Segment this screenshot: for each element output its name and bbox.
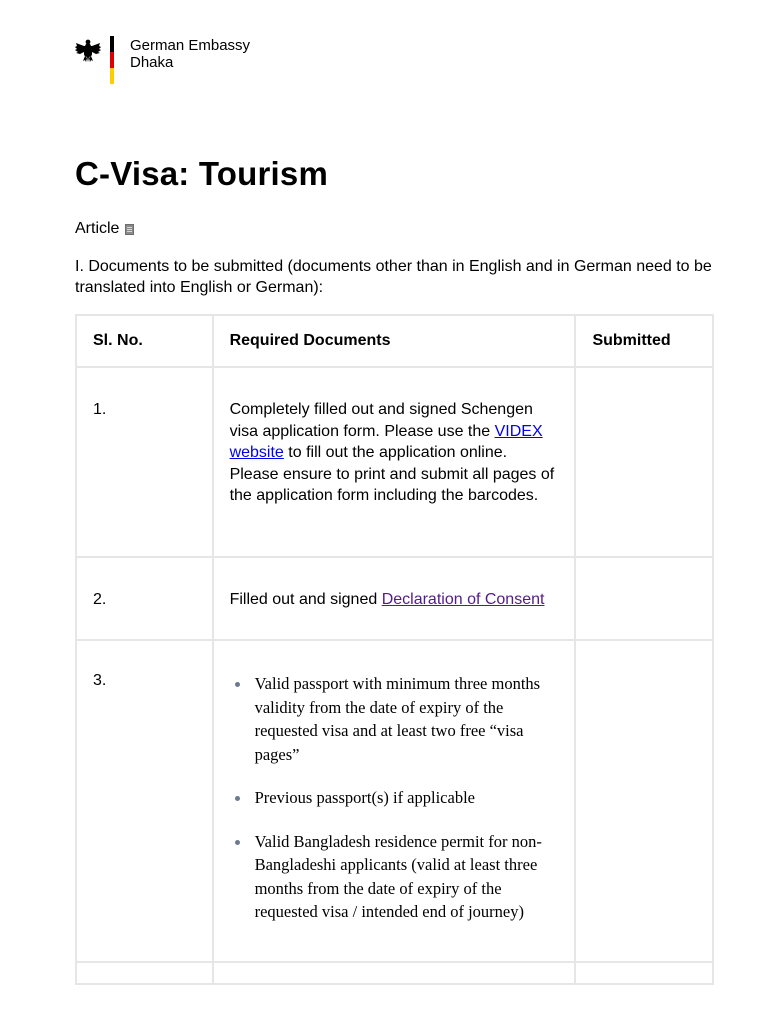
submitted-cell: [575, 557, 713, 640]
article-label: Article: [75, 220, 120, 237]
table-row: [76, 962, 713, 984]
declaration-of-consent-link[interactable]: Declaration of Consent: [381, 591, 545, 608]
required-document-cell: [213, 640, 576, 962]
documents-table: [75, 314, 714, 985]
videx-website-link[interactable]: VIDEX website: [229, 422, 543, 461]
submitted-cell: [575, 640, 713, 962]
embassy-name[interactable]: [130, 37, 250, 71]
page-title: C-Visa: Tourism: [75, 155, 328, 192]
row-number: 2.: [76, 557, 213, 640]
document-icon: [125, 224, 134, 235]
list-item: Previous passport(s) if applicable: [255, 786, 559, 810]
table-row: [76, 640, 713, 962]
row-number: [76, 962, 213, 984]
site-header: [74, 36, 250, 84]
table-header-row: [76, 315, 713, 367]
embassy-name-line2: Dhaka: [130, 54, 174, 71]
column-header-sl-no: Sl. No.: [76, 315, 213, 367]
intro-paragraph: I. Documents to be submitted (documents other than in English and in German need to be translated into English or German):: [75, 258, 712, 296]
german-flag-bar: [110, 36, 114, 84]
list-item: Valid passport with minimum three months validity from the date of expiry of the requested visa and at least two free “visa pages”: [255, 672, 559, 766]
embassy-name-line1: German Embassy: [130, 37, 251, 54]
required-document-cell: [213, 557, 576, 640]
table-row: [76, 367, 713, 557]
required-document-cell: [213, 367, 576, 557]
table-row: [76, 557, 713, 640]
column-header-submitted: Submitted: [575, 315, 713, 367]
row-number: 1.: [76, 367, 213, 557]
submitted-cell: [575, 367, 713, 557]
document-text: to fill out the application online. Please ensure to print and submit all pages of the application form including the barcodes.: [229, 444, 555, 504]
list-item: Valid Bangladesh residence permit for non-Bangladeshi applicants (valid at least three months from the date of expiry of the requested visa / intended end of journey): [255, 830, 559, 924]
row-number: 3.: [76, 640, 213, 962]
federal-eagle-icon: [74, 37, 102, 65]
document-text: Filled out and signed: [229, 591, 382, 608]
article-label-row: [75, 219, 134, 239]
document-text: Completely filled out and signed Schengen visa application form. Please use the: [229, 401, 533, 440]
column-header-required-documents: Required Documents: [213, 315, 576, 367]
required-document-cell: [213, 962, 576, 984]
document-bullet-list: [230, 672, 559, 924]
submitted-cell: [575, 962, 713, 984]
